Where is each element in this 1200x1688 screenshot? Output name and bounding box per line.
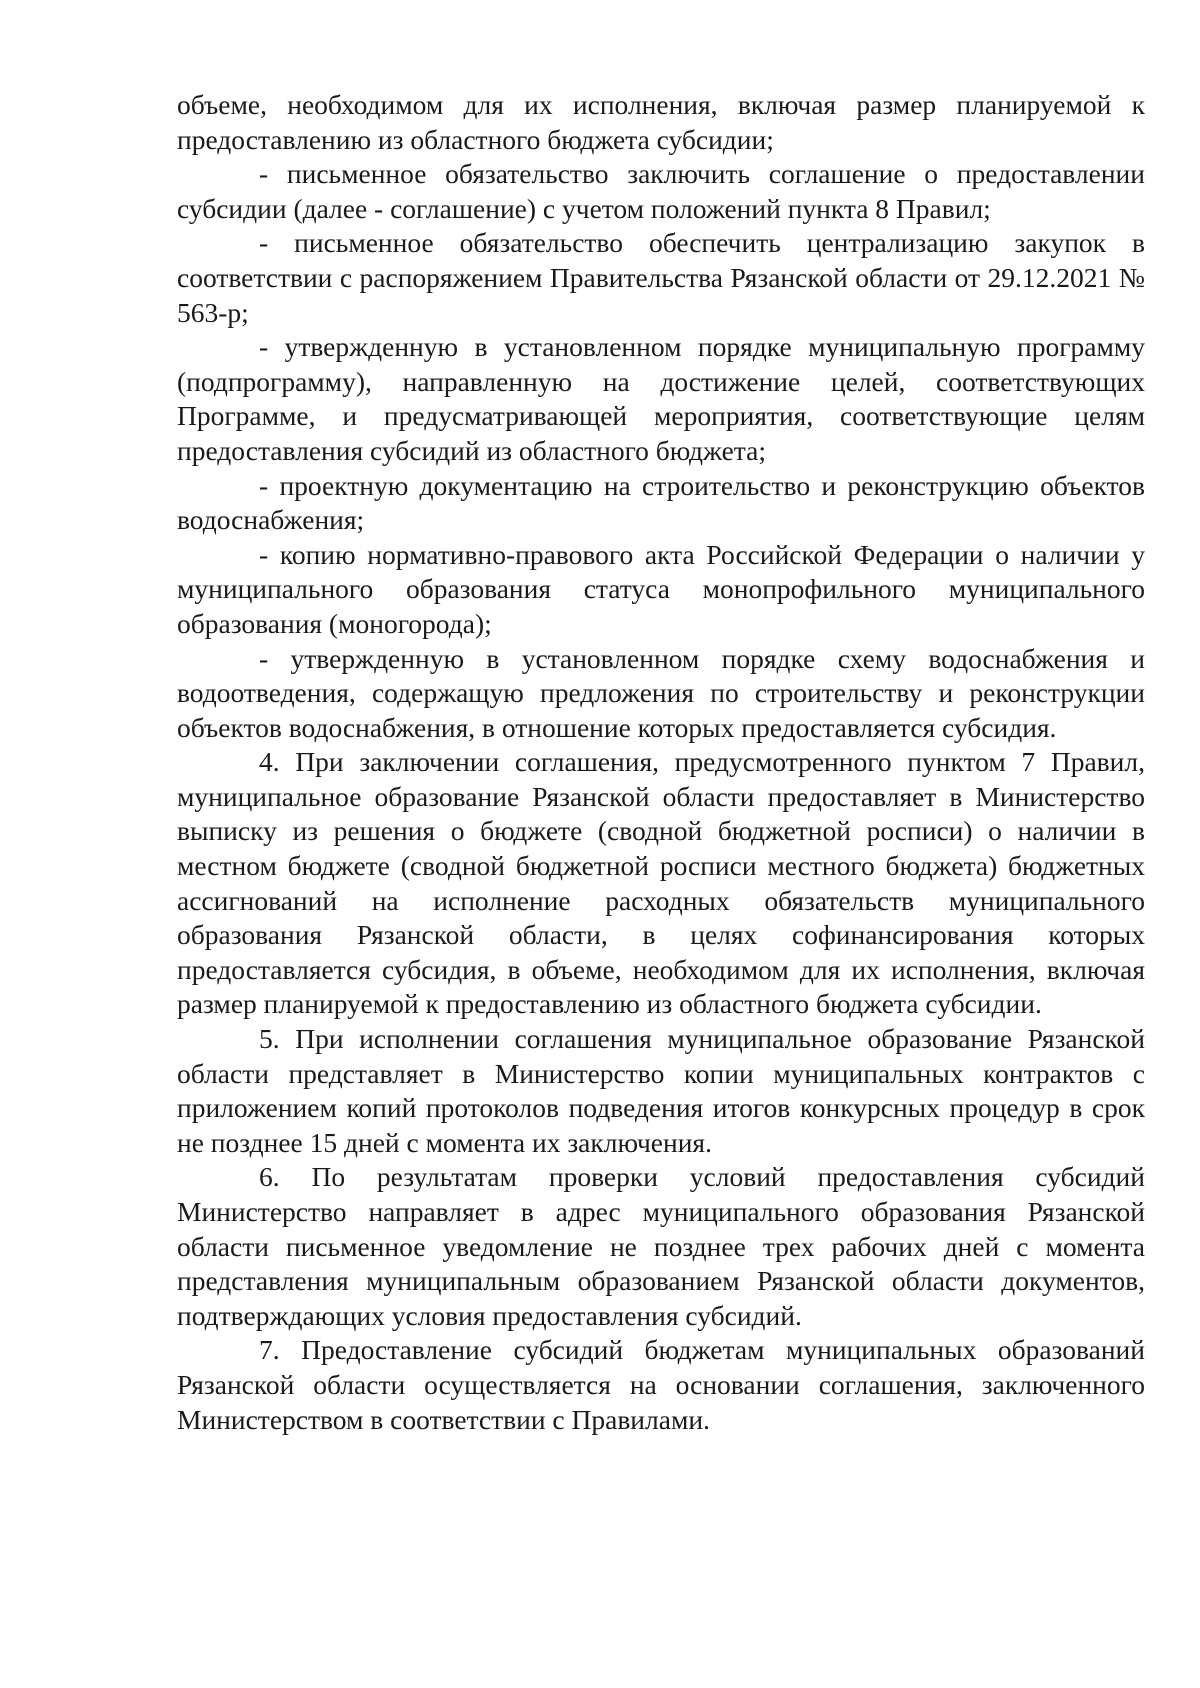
paragraph-item-6: 6. По результатам проверки условий предоставления субсидий Министерство направляет в адрес муниципального образования Рязанской области письменное уведомление не позднее трех рабочих дней с момента представления муниципальным образованием Рязанской области документов, подтверждающих условия предоставления субсидий. xyxy=(177,1161,1145,1331)
paragraph-water-scheme: - утвержденную в установленном порядке схему водоснабжения и водоотведения, содержащую предложения по строительству и реконструкции объектов водоснабжения, в отношение которых предоставляется субсидия. xyxy=(177,642,1145,743)
paragraph-item-7: 7. Предоставление субсидий бюджетам муниципальных образований Рязанской области осуществляется на основании соглашения, заключенного Министерством в соответствии с Правилами. xyxy=(177,1334,1145,1435)
paragraph-project-documentation: - проектную документацию на строительство и реконструкцию объектов водоснабжения; xyxy=(177,469,1145,536)
paragraph-item-4: 4. При заключении соглашения, предусмотренного пунктом 7 Правил, муниципальное образование Рязанской области предоставляет в Министерство выписку из решения о бюджете (сводной бюджетной росписи) о наличии в местном бюджете (сводной бюджетной росписи местного бюджета) бюджетных ассигнований на исполнение расходных обязательств муниципального образования Рязанской области, в целях софинансирования которых предоставляется субсидия, в объеме, необходимом для их исполнения, включая размер планируемой к предоставлению из областного бюджета субсидии. xyxy=(177,746,1145,1020)
paragraph-monotown-act: - копию нормативно-правового акта Российской Федерации о наличии у муниципального образования статуса монопрофильного муниципального образования (моногорода); xyxy=(177,538,1145,639)
paragraph-item-5: 5. При исполнении соглашения муниципальное образование Рязанской области представляет в Министерство копии муниципальных контрактов с приложением копий протоколов подведения итогов конкурсных процедур в срок не позднее 15 дней с момента их заключения. xyxy=(177,1023,1145,1158)
paragraph-municipal-program: - утвержденную в установленном порядке муниципальную программу (подпрограмму), направленную на достижение целей, соответствующих Программе, и предусматривающей мероприятия, соответствующие целям предоставления субсидий из областного бюджета; xyxy=(177,331,1145,466)
paragraph-continuation: объеме, необходимом для их исполнения, включая размер планируемой к предоставлению из областного бюджета субсидии; xyxy=(177,89,1145,155)
paragraph-obligation-procurement: - письменное обязательство обеспечить централизацию закупок в соответствии с распоряжением Правительства Рязанской области от 29.12.2021 № 563-р; xyxy=(177,227,1145,328)
paragraph-obligation-agreement: - письменное обязательство заключить соглашение о предоставлении субсидии (далее - соглашение) с учетом положений пункта 8 Правил; xyxy=(177,158,1145,224)
document-body xyxy=(177,88,1145,1437)
